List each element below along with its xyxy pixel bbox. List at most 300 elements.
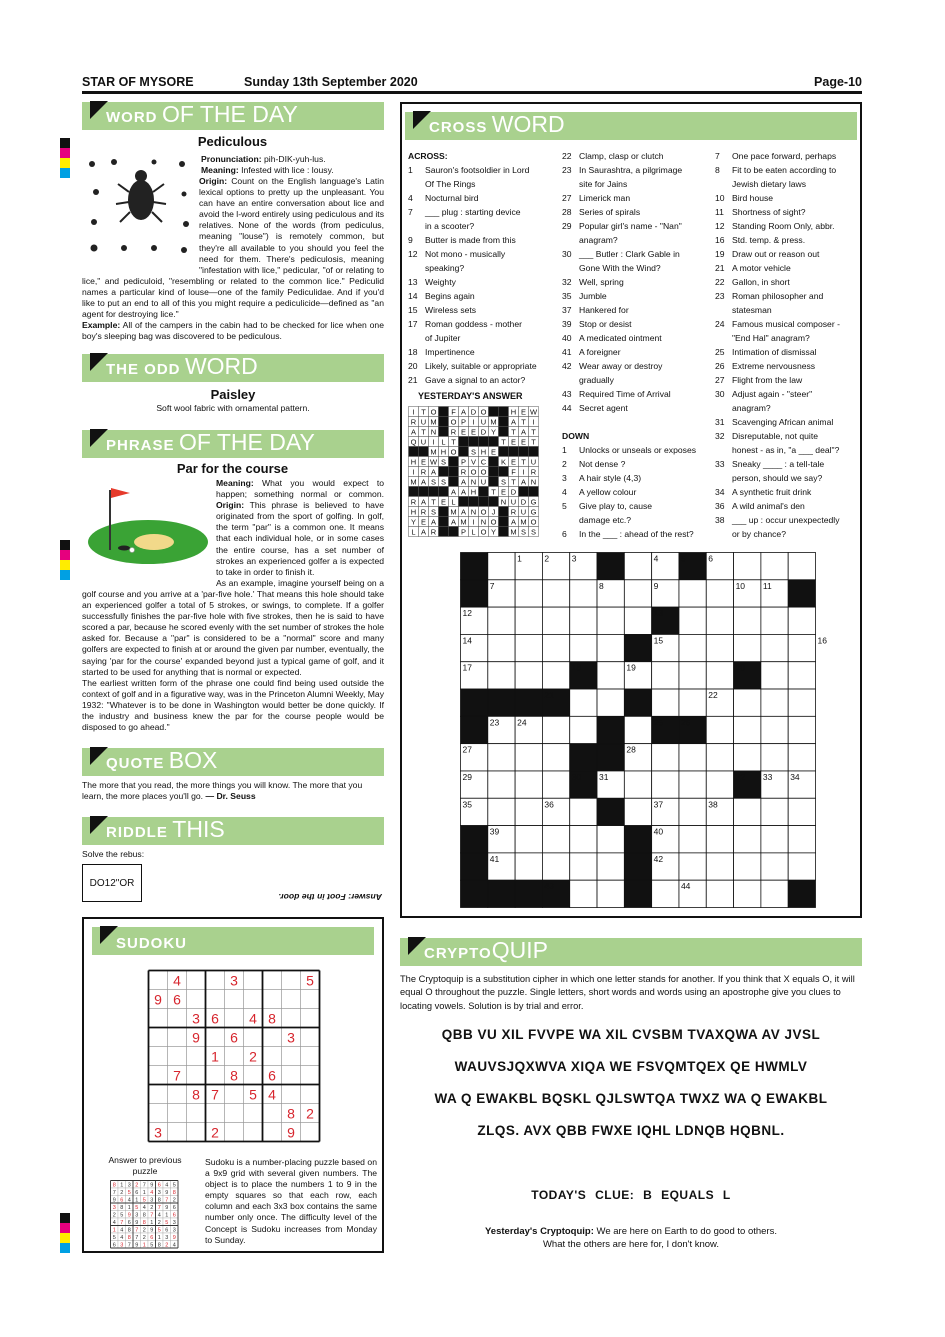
answer-letter: M: [510, 527, 517, 537]
registration-marks: [60, 540, 70, 580]
clue-number: [408, 331, 425, 345]
clue-row: [408, 359, 558, 373]
clue-number: [562, 373, 579, 387]
clue-text: ___ plug : starting device: [425, 207, 521, 217]
crossword-cell[interactable]: [624, 580, 651, 607]
clue-number: 27: [562, 193, 572, 203]
answer-letter: R: [460, 467, 467, 477]
clue-text: Nocturnal bird: [425, 193, 479, 203]
clue-row: [408, 191, 558, 205]
sudoku-cell[interactable]: [225, 1009, 244, 1028]
sudoku-cell[interactable]: [244, 1104, 263, 1123]
black-cell: [461, 553, 488, 580]
sudoku-cell[interactable]: [282, 1047, 301, 1066]
sudoku-cell[interactable]: [168, 1104, 187, 1123]
sudoku-cell[interactable]: [301, 1009, 320, 1028]
crossword-cell[interactable]: [515, 798, 542, 825]
clue-number: 23: [715, 291, 725, 301]
sudoku-cell[interactable]: [206, 1028, 225, 1047]
sudoku-cell[interactable]: [206, 990, 225, 1009]
crossword-cell[interactable]: [734, 744, 761, 771]
crossword-cell[interactable]: [542, 771, 569, 798]
sudoku-cell[interactable]: [225, 990, 244, 1009]
clue-number: 18: [408, 347, 418, 357]
crossword-cell[interactable]: [706, 771, 733, 798]
sudoku-cell[interactable]: [263, 971, 282, 990]
crossword-cell[interactable]: [597, 634, 624, 661]
clue-number: 7: [408, 207, 413, 217]
answer-digit: 9: [112, 1197, 116, 1204]
crossword-cell[interactable]: [652, 662, 679, 689]
clue-text: In the ___ : ahead of the rest?: [579, 529, 694, 539]
clue-text: Flight from the law: [732, 375, 803, 385]
clue-text: Jewish dietary laws: [732, 179, 807, 189]
crossword-cell[interactable]: [679, 689, 706, 716]
sudoku-cell[interactable]: [244, 990, 263, 1009]
crossword-cell[interactable]: [761, 798, 788, 825]
clue-number: 19: [715, 249, 725, 259]
clue-text: A synthetic fruit drink: [732, 487, 812, 497]
black-cell: [409, 447, 419, 457]
crossword-cell[interactable]: [706, 744, 733, 771]
sudoku-cell[interactable]: [206, 1104, 225, 1123]
answer-letter: A: [460, 407, 467, 417]
answer-digit: 1: [157, 1235, 161, 1241]
answer-digit: 8: [127, 1227, 131, 1234]
sudoku-cell[interactable]: [149, 1066, 168, 1085]
black-cell: [479, 497, 489, 507]
crossword-cell[interactable]: [734, 798, 761, 825]
crossword-cell[interactable]: [788, 634, 815, 661]
sudoku-cell[interactable]: [282, 1085, 301, 1104]
answer-letter: W: [429, 457, 438, 467]
clue-number: 34: [715, 487, 725, 497]
sudoku-cell[interactable]: [301, 990, 320, 1009]
answer-letter: P: [460, 417, 467, 427]
crossword-cell[interactable]: [706, 880, 733, 907]
crossword-cell[interactable]: [788, 853, 815, 880]
crossword-cell[interactable]: [488, 798, 515, 825]
crossword-cell[interactable]: [706, 580, 733, 607]
answer-digit: 1: [142, 1190, 146, 1196]
crossword-cell[interactable]: [706, 853, 733, 880]
crossword-cell[interactable]: [652, 771, 679, 798]
answer-digit: 7: [120, 1220, 124, 1226]
crossword-cell[interactable]: [679, 634, 706, 661]
crossword-cell[interactable]: [679, 580, 706, 607]
clue-row: [715, 275, 860, 289]
sudoku-cell[interactable]: [263, 1104, 282, 1123]
sudoku-cell[interactable]: [187, 990, 206, 1009]
clue-number: 21: [408, 375, 418, 385]
crossword-cell[interactable]: [761, 880, 788, 907]
answer-letter: D: [520, 497, 527, 507]
answer-digit: 7: [165, 1197, 169, 1204]
answer-letter: T: [511, 427, 516, 437]
quote-text: The more that you read, the more things you will know. The more that you learn, the more places you'll go. — Dr. Seuss: [82, 780, 363, 802]
odd-word-word: Paisley: [210, 387, 256, 402]
crossword-cell[interactable]: [570, 716, 597, 743]
answer-letter: H: [410, 507, 417, 517]
sudoku-cell[interactable]: [263, 1123, 282, 1142]
clue-text: of Jupiter: [425, 333, 461, 343]
crossword-cell[interactable]: [488, 634, 515, 661]
crossword-cell[interactable]: [515, 607, 542, 634]
crossword-cell[interactable]: [488, 744, 515, 771]
sudoku-cell[interactable]: [149, 1104, 168, 1123]
crossword-cell[interactable]: [597, 826, 624, 853]
cell-number: 42: [653, 853, 664, 864]
clue-number: 22: [715, 277, 725, 287]
answer-letter: A: [430, 467, 437, 477]
crossword-cell[interactable]: [788, 689, 815, 716]
crossword-cell[interactable]: [734, 853, 761, 880]
crossword-cell[interactable]: [761, 634, 788, 661]
crossword-cell[interactable]: [597, 607, 624, 634]
crossword-cell[interactable]: [706, 634, 733, 661]
sudoku-grid[interactable]: [148, 970, 320, 1142]
crossword-grid[interactable]: [460, 552, 827, 908]
sudoku-cell[interactable]: [225, 1123, 244, 1142]
answer-letter: M: [410, 477, 417, 487]
sudoku-cell[interactable]: [187, 971, 206, 990]
crossword-cell[interactable]: [624, 607, 651, 634]
black-cell: [479, 437, 489, 447]
crossword-cell[interactable]: [788, 662, 815, 689]
crossword-cell[interactable]: [515, 662, 542, 689]
crossword-cell[interactable]: [488, 771, 515, 798]
crossword-cell[interactable]: [597, 689, 624, 716]
sudoku-cell[interactable]: [168, 1085, 187, 1104]
crossword-cell[interactable]: [570, 826, 597, 853]
paper-name: STAR OF MYSORE: [82, 75, 194, 89]
black-cell: [449, 527, 459, 537]
crossword-cell[interactable]: [542, 580, 569, 607]
answer-letter: M: [430, 447, 437, 457]
crossword-cell[interactable]: [570, 580, 597, 607]
crossword-cell[interactable]: [734, 634, 761, 661]
sudoku-cell[interactable]: [149, 1047, 168, 1066]
sudoku-cell[interactable]: [168, 1123, 187, 1142]
black-cell: [499, 517, 509, 527]
sudoku-cell[interactable]: [187, 1066, 206, 1085]
sudoku-cell[interactable]: [225, 1085, 244, 1104]
answer-digit: 2: [142, 1235, 146, 1241]
sudoku-cell[interactable]: [187, 1047, 206, 1066]
answer-digit: 4: [112, 1220, 116, 1226]
black-cell: [439, 487, 449, 497]
crossword-cell[interactable]: [761, 689, 788, 716]
crossword-cell[interactable]: [570, 689, 597, 716]
clue-row: [408, 233, 558, 247]
answer-letter: D: [480, 427, 487, 437]
black-cell: [459, 447, 469, 457]
crossword-cell[interactable]: [542, 662, 569, 689]
clue-text: in a scooter?: [425, 221, 475, 231]
cell-number: 35: [462, 799, 472, 810]
answer-letter: H: [440, 447, 447, 457]
crossword-cell[interactable]: [570, 634, 597, 661]
sudoku-given: 7: [173, 1067, 181, 1084]
crossword-cell[interactable]: [488, 607, 515, 634]
clue-text: Intimation of dismissal: [732, 347, 817, 357]
clue-row: [562, 275, 712, 289]
clue-text: anagram?: [732, 403, 771, 413]
crossword-cell[interactable]: [624, 798, 651, 825]
answer-letter: O: [430, 407, 437, 417]
answer-letter: U: [420, 437, 427, 447]
sudoku-cell[interactable]: [301, 1028, 320, 1047]
crossword-cell[interactable]: [488, 553, 515, 580]
sudoku-cell[interactable]: [206, 971, 225, 990]
crossword-cell[interactable]: [542, 853, 569, 880]
answer-digit: 3: [150, 1197, 154, 1204]
clue-row: [562, 191, 712, 205]
crossword-cell[interactable]: [761, 744, 788, 771]
crossword-cell[interactable]: [488, 662, 515, 689]
crossword-cell[interactable]: [597, 853, 624, 880]
sudoku-info: Sudoku is a number-placing puzzle based on a 9x9 grid with several given numbers. The object is to place the numbers 1 to 9 in the empty squares so that each row, each column and each 3x3 box contains the same number only once. The difficulty level of the Concept is Sudoku increases from Monday to Sunday.: [205, 1157, 377, 1245]
crossword-cell[interactable]: [679, 662, 706, 689]
clue-number: 41: [562, 347, 572, 357]
answer-letter: T: [421, 427, 426, 437]
crossword-cell[interactable]: [624, 553, 651, 580]
crossword-cell[interactable]: [515, 853, 542, 880]
crossword-cell[interactable]: [706, 716, 733, 743]
black-cell: [439, 467, 449, 477]
phrase-of-day-heading: PHRASE OF THE DAY: [82, 430, 384, 458]
answer-digit: 5: [120, 1212, 124, 1219]
answer-letter: A: [460, 507, 467, 517]
crossword-cell[interactable]: [788, 826, 815, 853]
clue-row: [562, 261, 712, 275]
answer-digit: 4: [165, 1182, 169, 1189]
crossword-cell[interactable]: [679, 826, 706, 853]
cell-number: 24: [517, 717, 527, 728]
sudoku-answer-grid: [110, 1180, 178, 1248]
crossword-cell[interactable]: [761, 826, 788, 853]
sudoku-cell[interactable]: [263, 1028, 282, 1047]
cryptoquip-heading: CRYPTOQUIP: [400, 938, 862, 966]
crossword-cell[interactable]: [734, 689, 761, 716]
clue-text: Limerick man: [579, 193, 631, 203]
sudoku-cell[interactable]: [301, 1066, 320, 1085]
crossword-cell[interactable]: [761, 607, 788, 634]
crossword-cell[interactable]: [706, 662, 733, 689]
crossword-cell[interactable]: [515, 580, 542, 607]
crossword-cell[interactable]: [788, 744, 815, 771]
crossword-cell[interactable]: [515, 826, 542, 853]
crossword-cell[interactable]: [624, 771, 651, 798]
cell-number: 13: [653, 608, 664, 619]
crossword-cell[interactable]: [652, 689, 679, 716]
crossword-cell[interactable]: [570, 607, 597, 634]
crossword-cell[interactable]: [706, 826, 733, 853]
clue-number: 9: [408, 235, 413, 245]
answer-letter: T: [431, 497, 436, 507]
sudoku-cell[interactable]: [149, 1085, 168, 1104]
yesterday-answer-grid: [408, 406, 540, 538]
clue-number: 30: [715, 389, 725, 399]
sudoku-cell[interactable]: [301, 1085, 320, 1104]
crossword-cell[interactable]: [652, 744, 679, 771]
black-cell: [449, 457, 459, 467]
clue-number: 29: [562, 221, 572, 231]
sudoku-cell[interactable]: [282, 971, 301, 990]
answer-digit: 6: [157, 1182, 161, 1189]
clue-number: [408, 261, 425, 275]
crossword-cell[interactable]: [761, 716, 788, 743]
crossword-cell[interactable]: [679, 607, 706, 634]
crossword-cell[interactable]: [542, 634, 569, 661]
sudoku-cell[interactable]: [282, 1009, 301, 1028]
clue-number: 3: [562, 473, 567, 483]
clue-text: ___ Butler : Clark Gable in: [579, 249, 680, 259]
sudoku-cell[interactable]: [149, 1028, 168, 1047]
black-cell: [499, 417, 509, 427]
crossword-cell[interactable]: [761, 553, 788, 580]
clue-number: 20: [408, 361, 418, 371]
sudoku-cell[interactable]: [168, 1009, 187, 1028]
crossword-cell[interactable]: [679, 771, 706, 798]
sudoku-given: 6: [268, 1067, 276, 1084]
crossword-cell[interactable]: [761, 853, 788, 880]
answer-letter: N: [480, 517, 487, 527]
crossword-cell[interactable]: [542, 607, 569, 634]
sudoku-cell[interactable]: [301, 1123, 320, 1142]
sudoku-cell[interactable]: [225, 1104, 244, 1123]
black-cell: [461, 880, 488, 907]
sudoku-cell[interactable]: [244, 1028, 263, 1047]
crossword-cell[interactable]: [734, 880, 761, 907]
sudoku-cell[interactable]: [263, 990, 282, 1009]
crossword-cell[interactable]: [570, 798, 597, 825]
clue-text: Roman goddess - mother: [425, 319, 522, 329]
crossword-cell[interactable]: [788, 716, 815, 743]
clue-text: Impertinence: [425, 347, 475, 357]
sudoku-cell[interactable]: [187, 1104, 206, 1123]
crossword-cell[interactable]: [788, 553, 815, 580]
crossword-cell[interactable]: [734, 553, 761, 580]
crossword-cell[interactable]: [652, 880, 679, 907]
crossword-cell[interactable]: [597, 662, 624, 689]
crossword-cell[interactable]: [734, 716, 761, 743]
clue-text: Adjust again - "steer": [732, 389, 813, 399]
black-cell: [529, 447, 539, 457]
crossword-cell[interactable]: [570, 853, 597, 880]
sudoku-given: 8: [230, 1067, 238, 1084]
sudoku-cell[interactable]: [187, 1123, 206, 1142]
crossword-cell[interactable]: [515, 771, 542, 798]
sudoku-cell[interactable]: [282, 1066, 301, 1085]
answer-letter: V: [470, 457, 477, 467]
across-clues-col2: [562, 149, 712, 415]
black-cell: [788, 880, 815, 907]
sudoku-cell[interactable]: [301, 1047, 320, 1066]
answer-letter: I: [412, 467, 415, 477]
crossword-cell[interactable]: [679, 744, 706, 771]
crossword-cell[interactable]: [515, 744, 542, 771]
black-cell: [499, 447, 509, 457]
clue-row: [562, 149, 712, 163]
crossword-cell[interactable]: [788, 607, 815, 634]
crossword-cell[interactable]: [679, 798, 706, 825]
crossword-cell[interactable]: [679, 853, 706, 880]
crossword-cell[interactable]: [597, 880, 624, 907]
answer-digit: 2: [172, 1197, 176, 1204]
sudoku-cell[interactable]: [149, 971, 168, 990]
rebus-box: [82, 864, 142, 902]
crossword-cell[interactable]: [570, 880, 597, 907]
clue-number: 40: [562, 333, 572, 343]
answer-letter: L: [451, 497, 456, 507]
answer-digit: 8: [142, 1212, 146, 1219]
clue-number: [715, 401, 732, 415]
answer-letter: A: [420, 497, 427, 507]
answer-letter: T: [531, 437, 536, 447]
sudoku-cell[interactable]: [168, 1047, 187, 1066]
black-cell: [624, 880, 651, 907]
black-cell: [624, 634, 651, 661]
clue-number: 24: [715, 319, 725, 329]
sudoku-given: 4: [173, 972, 181, 989]
crossword-cell[interactable]: [542, 744, 569, 771]
sudoku-cell[interactable]: [244, 1123, 263, 1142]
sudoku-cell[interactable]: [225, 1047, 244, 1066]
sudoku-cell[interactable]: [263, 1047, 282, 1066]
sudoku-cell[interactable]: [244, 1066, 263, 1085]
answer-letter: H: [480, 447, 487, 457]
clue-text: Scavenging African animal: [732, 417, 834, 427]
answer-digit: 2: [112, 1212, 116, 1219]
answer-digit: 9: [150, 1227, 154, 1234]
answer-letter: R: [510, 507, 517, 517]
sudoku-cell[interactable]: [149, 1009, 168, 1028]
sudoku-cell[interactable]: [206, 1066, 225, 1085]
sudoku-cell[interactable]: [282, 990, 301, 1009]
clue-row: [715, 303, 860, 317]
answer-letter: J: [491, 507, 496, 517]
clue-number: 10: [715, 193, 725, 203]
crossword-cell[interactable]: [788, 798, 815, 825]
sudoku-cell[interactable]: [244, 971, 263, 990]
crossword-cell[interactable]: [734, 826, 761, 853]
crossword-cell[interactable]: [542, 826, 569, 853]
answer-letter: R: [430, 527, 437, 537]
clue-text: Hankered for: [579, 305, 629, 315]
answer-digit: 1: [135, 1197, 139, 1204]
black-cell: [419, 487, 429, 497]
cell-number: 36: [544, 799, 554, 810]
answer-letter: E: [520, 407, 527, 417]
answer-letter: E: [460, 427, 467, 437]
clue-row: [408, 275, 558, 289]
crossword-cell[interactable]: [734, 607, 761, 634]
crossword-cell[interactable]: [706, 607, 733, 634]
black-cell: [469, 497, 479, 507]
crossword-cell[interactable]: [542, 716, 569, 743]
clue-number: 6: [562, 529, 567, 539]
crossword-cell[interactable]: [515, 634, 542, 661]
crossword-cell[interactable]: [624, 716, 651, 743]
clue-text: One pace forward, perhaps: [732, 151, 837, 161]
answer-letter: A: [460, 477, 467, 487]
sudoku-cell[interactable]: [168, 1028, 187, 1047]
cell-number: 37: [653, 799, 664, 810]
crossword-cell[interactable]: [761, 662, 788, 689]
clue-row: [562, 177, 712, 191]
clue-number: [715, 331, 732, 345]
